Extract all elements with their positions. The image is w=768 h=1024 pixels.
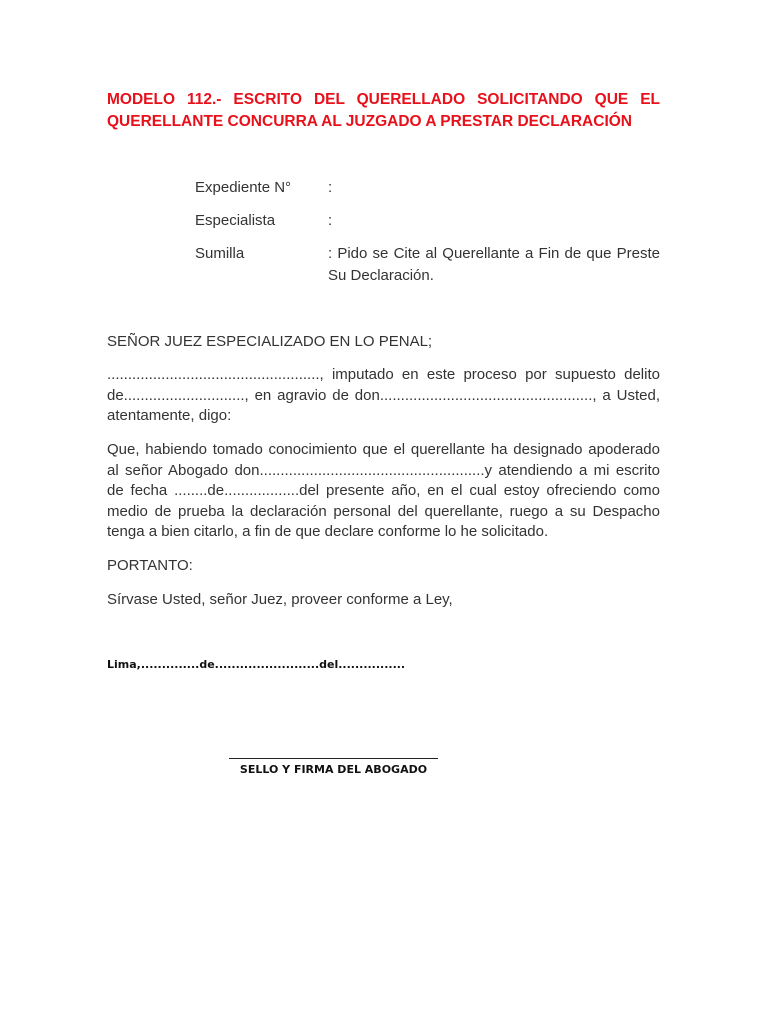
signature-caption: SELLO Y FIRMA DEL ABOGADO bbox=[239, 763, 428, 776]
signature-line bbox=[229, 758, 438, 759]
expediente-value: : bbox=[328, 179, 333, 196]
document-title: MODELO 112.- ESCRITO DEL QUERELLADO SOLICITANDO QUE EL QUERELLANTE CONCURRA AL JUZGADO A PRESTAR DECLARACIÓN bbox=[107, 91, 660, 130]
intro-paragraph: ..................................................., imputado en este proceso por supuesto delito de............................., en agravio de don..................................................., a Usted, atentamente, digo: bbox=[107, 366, 660, 424]
expediente-label: Expediente N° bbox=[195, 179, 292, 196]
salutation: SEÑOR JUEZ ESPECIALIZADO EN LO PENAL; bbox=[107, 333, 433, 350]
place-date-line: Lima,..............de.........................del................ bbox=[107, 658, 406, 671]
portanto-heading: PORTANTO: bbox=[107, 557, 193, 574]
especialista-label: Especialista bbox=[195, 212, 276, 229]
closing-line: Sírvase Usted, señor Juez, proveer conforme a Ley, bbox=[107, 591, 453, 608]
especialista-value: : bbox=[328, 212, 333, 229]
sumilla-label: Sumilla bbox=[195, 245, 245, 262]
body-paragraph: Que, habiendo tomado conocimiento que el querellante ha designado apoderado al señor Abogado don......................................................y atendiendo a mi escrito de fecha ........de..................del presente año, en el cual estoy ofreciendo como medio de prueba la declaración personal del querellante, ruego a su Despacho tenga a bien citarlo, a fin de que declare conforme lo he solicitado. bbox=[107, 441, 660, 540]
sumilla-value: : Pido se Cite al Querellante a Fin de que Preste Su Declaración. bbox=[328, 245, 660, 284]
